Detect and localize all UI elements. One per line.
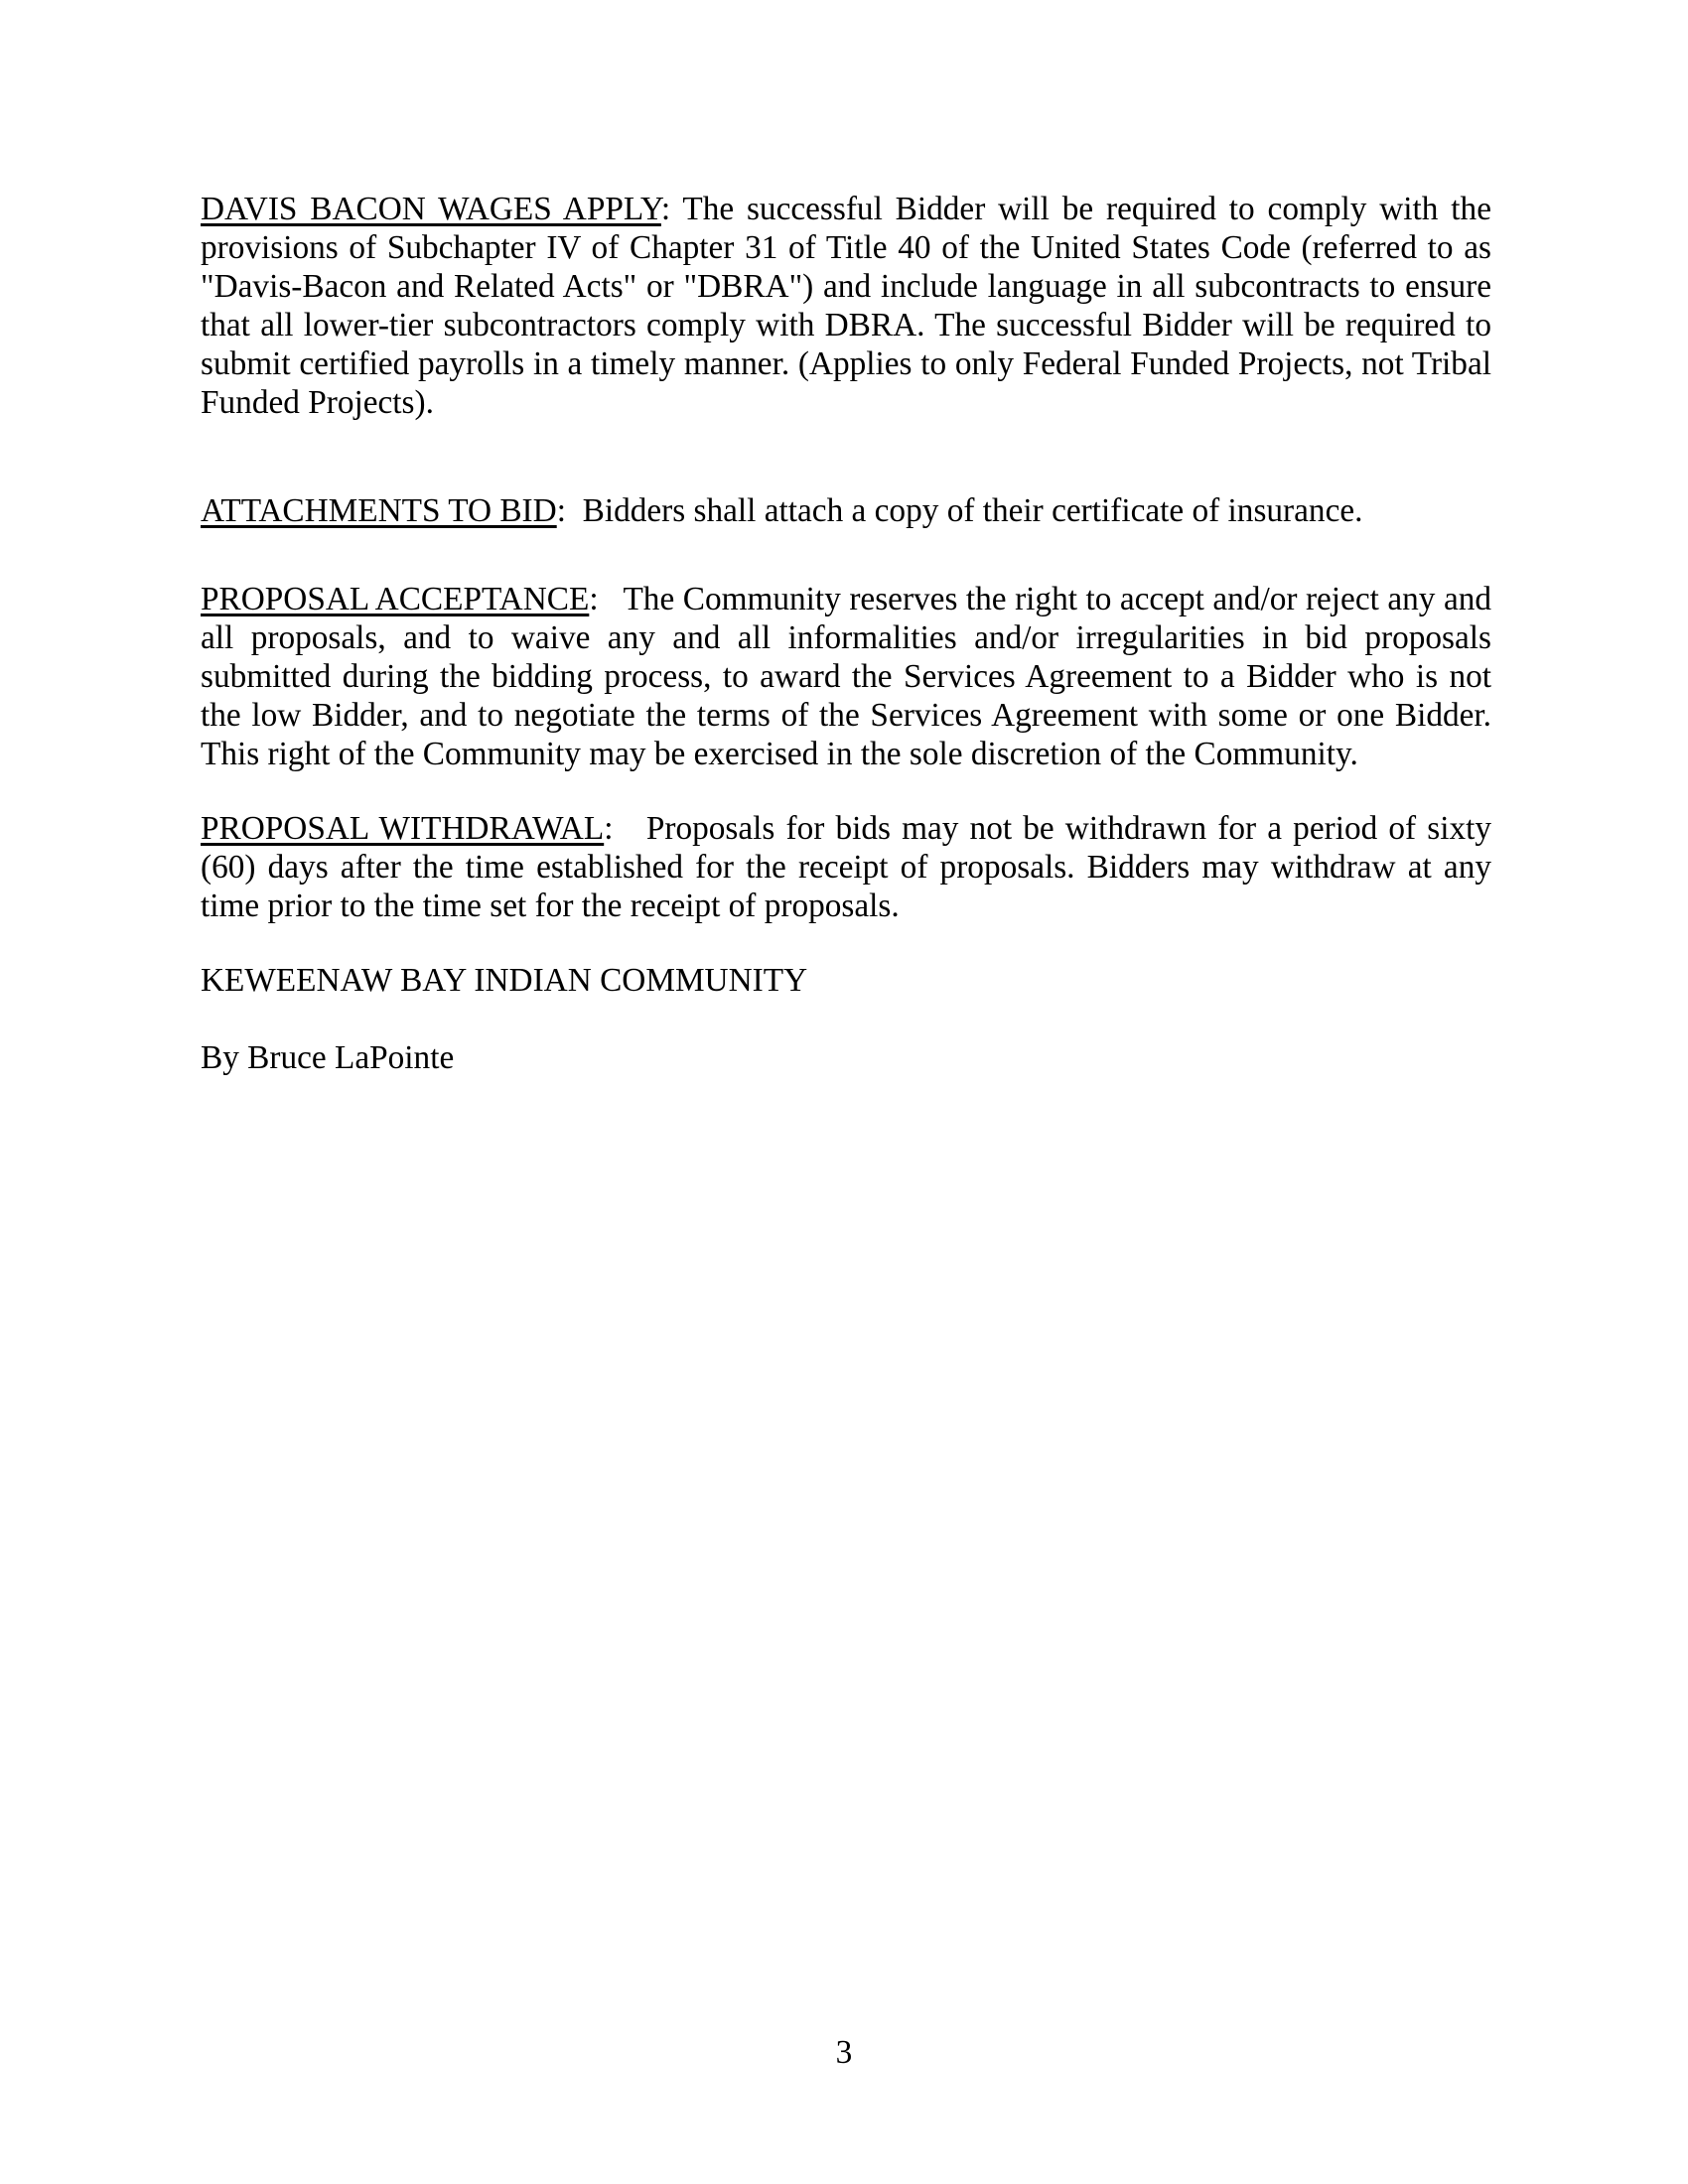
section-body-attachments: Bidders shall attach a copy of their certificate of insurance. [582, 492, 1363, 529]
section-proposal-acceptance [201, 580, 1491, 773]
section-body-davis-bacon: The successful Bidder will be required to comply with the provisions of Subchapter IV of Chapter 31 of Title 40 of the United States Code (referred to as "Davis-Bacon and Related Acts" or "DBRA") and include language in all subcontracts to ensure that all lower-tier subcontractors comply with DBRA. The successful Bidder will be required to submit certified payrolls in a timely manner. (Applies to only Federal Funded Projects, not Tribal Funded Projects). [201, 191, 1491, 421]
heading-separator: : [589, 581, 624, 617]
heading-separator: : [660, 191, 683, 227]
heading-separator: : [604, 810, 646, 847]
section-heading-proposal-withdrawal: PROPOSAL WITHDRAWAL [201, 810, 605, 847]
heading-separator: : [556, 492, 583, 529]
signature-by-line: By Bruce LaPointe [201, 1039, 455, 1076]
organization-name: KEWEENAW BAY INDIAN COMMUNITY [201, 962, 808, 999]
page-number: 3 [835, 2034, 853, 2071]
section-davis-bacon-wages [201, 190, 1491, 422]
section-attachments-to-bid [201, 491, 1491, 530]
section-heading-proposal-acceptance: PROPOSAL ACCEPTANCE [201, 581, 590, 617]
section-body-proposal-withdrawal: Proposals for bids may not be withdrawn for a period of sixty (60) days after the time established for the receipt of proposals. Bidders may withdraw at any time prior to the time set for the receipt of proposals. [201, 810, 1492, 924]
section-heading-davis-bacon: DAVIS BACON WAGES APPLY [201, 191, 661, 227]
section-proposal-withdrawal [201, 809, 1491, 925]
section-body-proposal-acceptance: The Community reserves the right to accept and/or reject any and all proposals, and to waive any and all informalities and/or irregularities in bid proposals submitted during the bidding process, to award the Services Agreement to a Bidder who is not the low Bidder, and to negotiate the terms of the Services Agreement with some or one Bidder. This right of the Community may be exercised in the sole discretion of the Community. [201, 581, 1492, 772]
section-heading-attachments: ATTACHMENTS TO BID [201, 492, 557, 529]
